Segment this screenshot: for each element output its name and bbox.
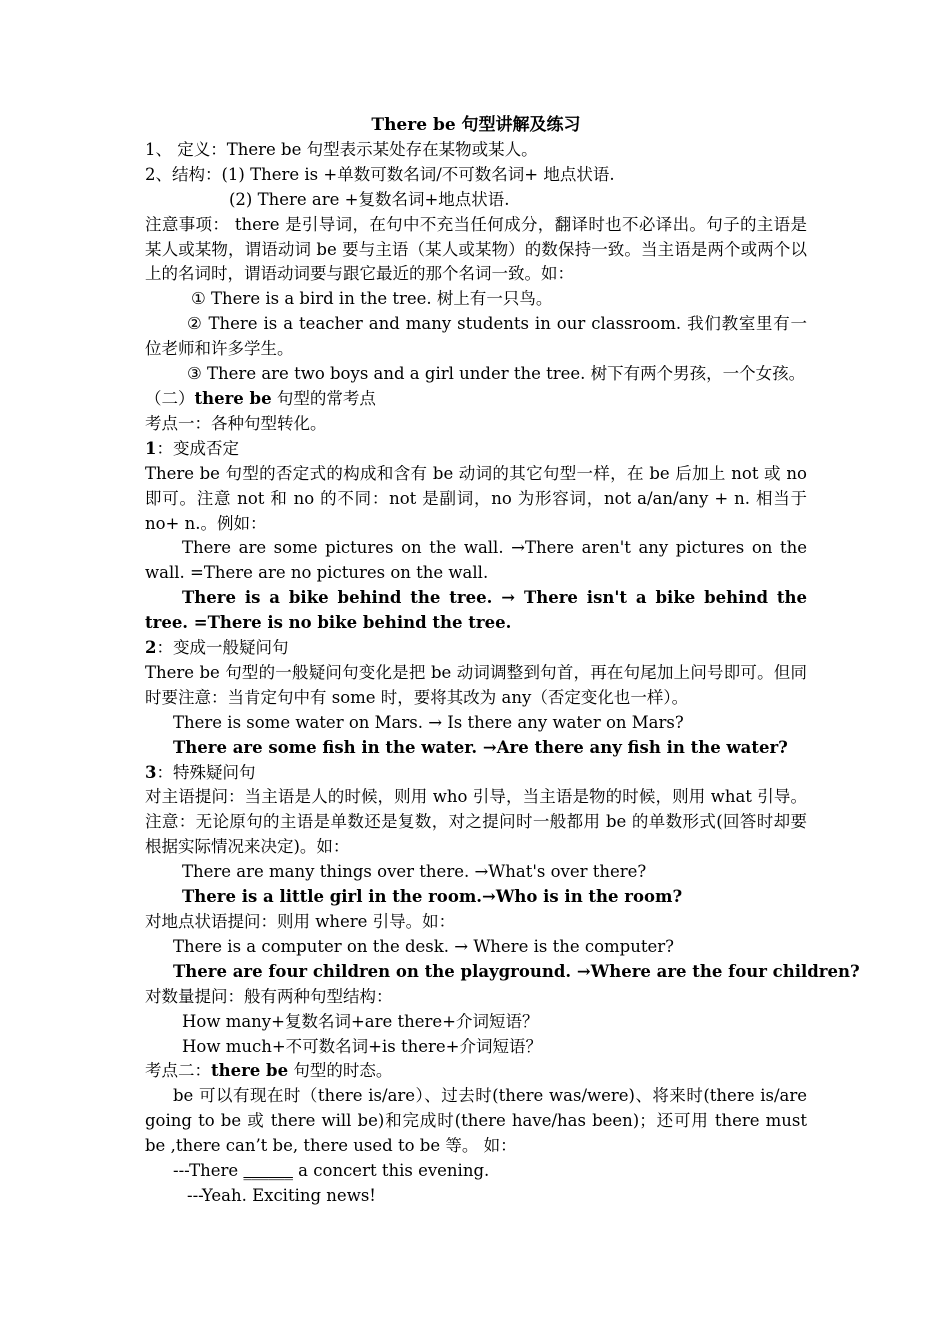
question-example-1: There is some water on Mars. → Is there any water on Mars? — [173, 712, 684, 732]
place-question-intro: 对地点状语提问：则用 where 引导。如： — [145, 912, 456, 931]
quantity-example-1: How many+复数名词+are there+介词短语？ — [182, 1011, 539, 1031]
example-2 — [145, 312, 807, 362]
subject-example-1: There are many things over there. →What's over there? — [182, 862, 647, 882]
subject-question-paragraph: 对主语提问：当主语是人的时候，则用 who 引导，当主语是物的时候，则用 what 引导。注意：无论原句的主语是单数还是复数，对之提问时一般都用 be 的单数形式(回答时却要根据实际情况来决定)。如： — [145, 787, 807, 857]
place-example-1: There is a computer on the desk. → Where is the computer? — [173, 936, 674, 956]
section-2-prefix: （二） — [145, 388, 195, 408]
key-point-2-suffix: 句型的时态。 — [288, 1061, 393, 1081]
subject-example-2: There is a little girl in the room.→Who is in the room? — [182, 887, 683, 907]
negative-paragraph: There be 句型的否定式的构成和含有 be 动词的其它句型一样，在 be 后加上 not 或 no 即可。注意 not 和 no 的不同：not 是副词，no 为形容词，not a/an/any + n. 相当于 no+ n.。例如： — [145, 463, 807, 533]
quantity-example-2: How much+不可数名词+is there+介词短语？ — [182, 1036, 542, 1056]
section-2-suffix: 句型的常考点 — [271, 388, 376, 408]
quantity-question-intro: 对数量提问：般有两种句型结构： — [145, 986, 393, 1006]
question-example-2: There are some fish in the water. →Are there any fish in the water? — [173, 737, 788, 757]
dialogue-line-2: ---Yeah. Exciting news! — [187, 1185, 376, 1205]
dialogue-line-1-start: ---There — [173, 1161, 244, 1181]
question-paragraph: There be 句型的一般疑问句变化是把 be 动词调整到句首，再在句尾加上问号即可。但同时要注意：当肯定句中有 some 时，要将其改为 any（否定变化也一样）。 — [145, 662, 807, 707]
dialogue-blank: ______ — [243, 1161, 293, 1181]
section-2-heading — [145, 387, 807, 412]
heading-special-question — [145, 761, 807, 786]
heading-question — [145, 636, 807, 661]
tense-paragraph-text: be 可以有现在时（there is/are）、过去时(there was/were)、将来时(there is/are going to be 或 there will be)和完成时(there have/has been)；还可用 there must be ,there can’t be, there used to be 等。 如： — [145, 1086, 807, 1156]
heading-question-num: 2 — [145, 638, 157, 658]
note-paragraph: 注意事项： there 是引导词，在句中不充当任何成分，翻译时也不必译出。句子的主语是某人或某物，谓语动词 be 要与主语（某人或某物）的数保持一致。当主语是两个或两个以上的名词时，谓语动词要与跟它最近的那个名词一致。如： — [145, 214, 807, 284]
section-2-bold: there be — [194, 388, 272, 408]
heading-question-text: ：变成一般疑问句 — [156, 638, 289, 658]
negative-example-1-text: There are some pictures on the wall. →There aren't any pictures on the wall. =There are no pictures on the wall. — [145, 538, 807, 583]
structure-line-2: (2) There are +复数名词+地点状语. — [229, 189, 510, 209]
example-3: ③ There are two boys and a girl under the tree. 树下有两个男孩，一个女孩。 — [187, 364, 806, 384]
heading-negative — [145, 437, 807, 462]
example-1: ① There is a bird in the tree. 树上有一只鸟。 — [191, 289, 553, 309]
example-2-text: ② There is a teacher and many students in our classroom. 我们教室里有一位老师和许多学生。 — [145, 314, 807, 359]
key-point-1: 考点一：各种句型转化。 — [145, 413, 327, 433]
document-body — [145, 113, 860, 1209]
heading-special-question-num: 3 — [145, 762, 157, 782]
tense-paragraph — [145, 1084, 807, 1159]
page-title: There be 句型讲解及练习 — [371, 115, 581, 135]
place-example-2: There are four children on the playground. →Where are the four children? — [173, 961, 860, 981]
dialogue-line-1 — [145, 1159, 807, 1184]
heading-negative-num: 1 — [145, 438, 157, 458]
heading-special-question-text: ：特殊疑问句 — [156, 762, 256, 782]
key-point-2 — [145, 1059, 807, 1084]
definition-line: 1、 定义：There be 句型表示某处存在某物或某人。 — [145, 139, 538, 159]
dialogue-line-1-end: a concert this evening. — [292, 1161, 490, 1181]
negative-example-2 — [145, 586, 807, 636]
negative-example-2-text: There is a bike behind the tree. → There isn't a bike behind the tree. =There is no bike behind the tree. — [145, 588, 807, 633]
key-point-2-bold: there be — [211, 1061, 289, 1081]
key-point-2-prefix: 考点二： — [145, 1061, 211, 1081]
negative-example-1 — [145, 536, 807, 586]
heading-negative-text: ：变成否定 — [156, 438, 239, 458]
structure-line-1: 2、结构：(1) There is +单数可数名词/不可数名词+ 地点状语. — [145, 164, 615, 184]
